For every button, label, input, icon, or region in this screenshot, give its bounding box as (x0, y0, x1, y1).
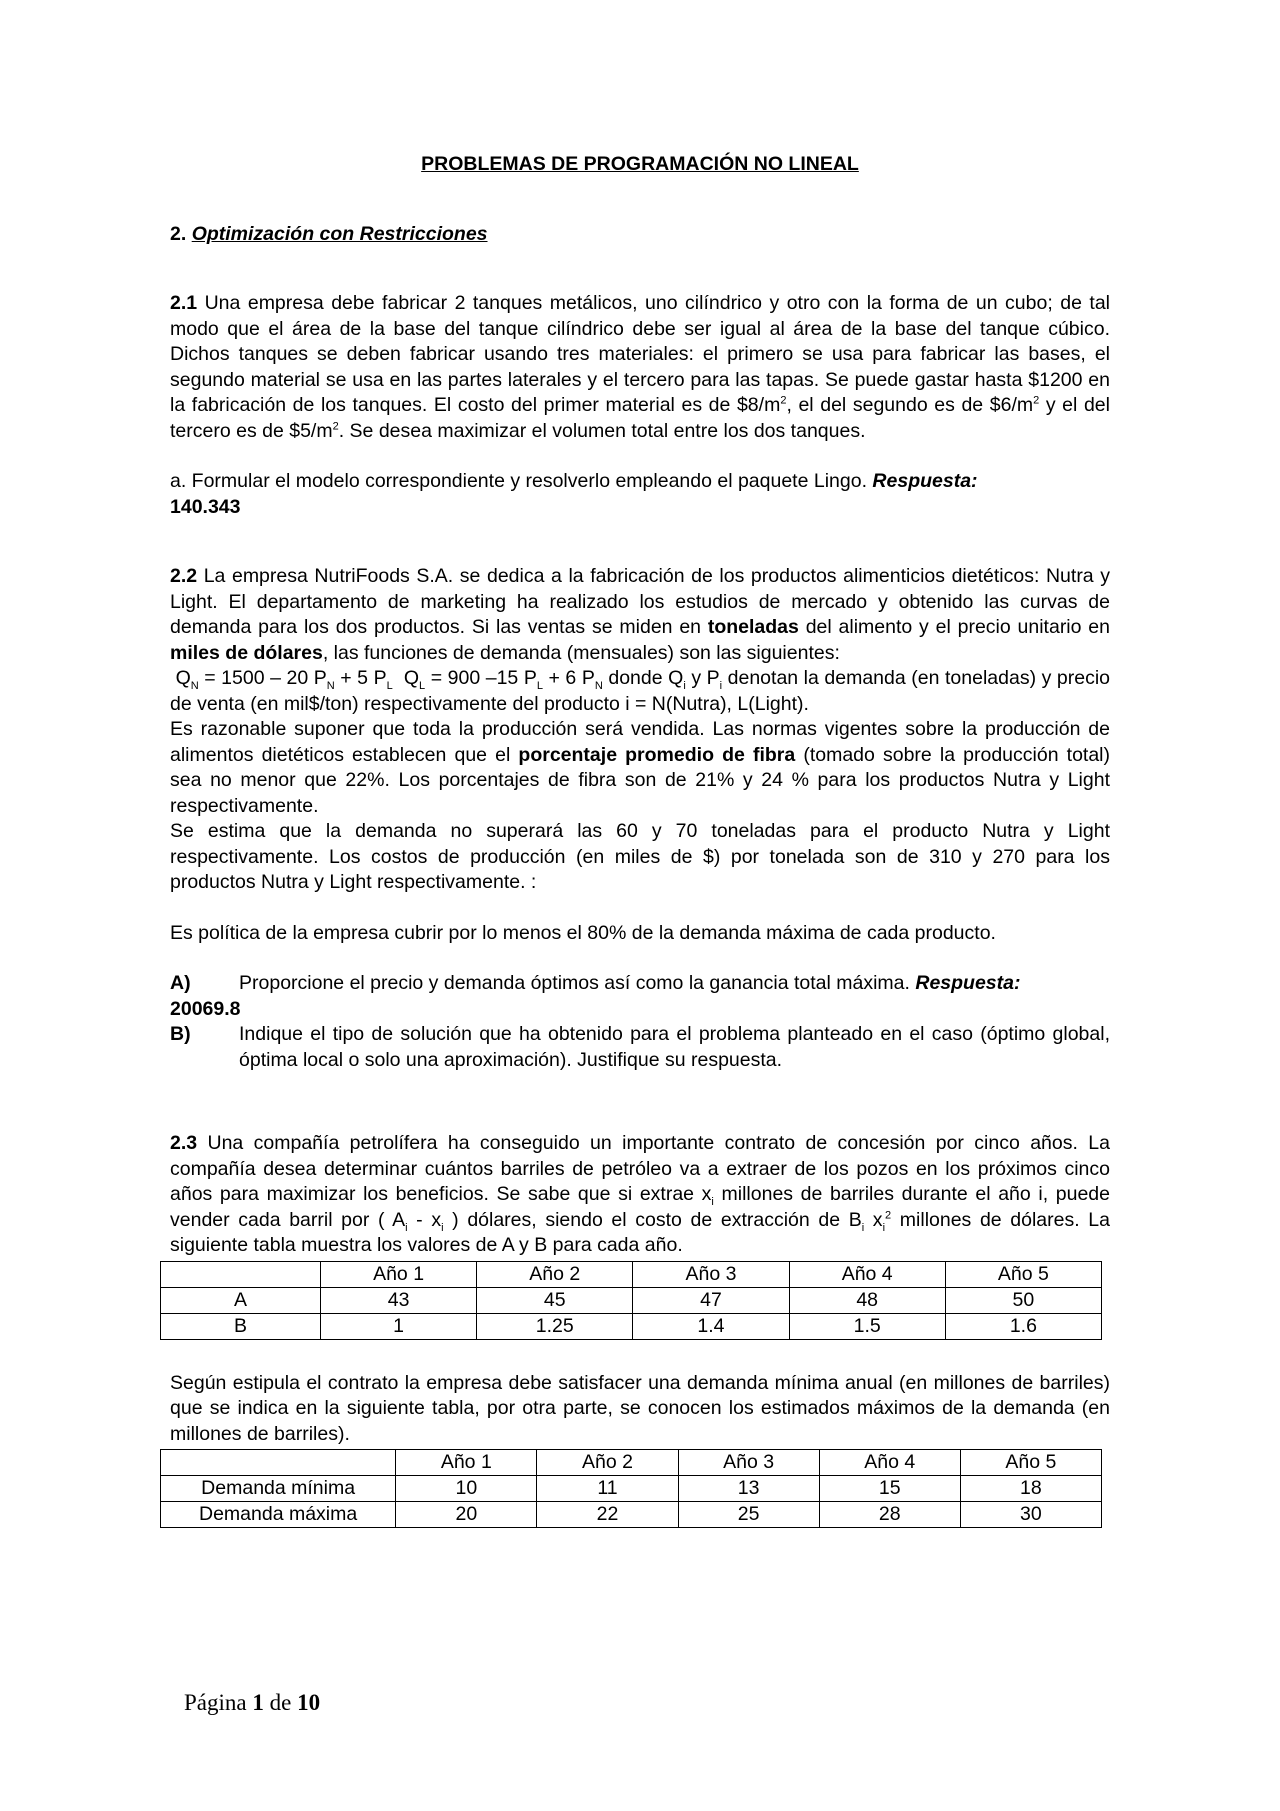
demand-equations: $Q_N = 1500 - 20$ $P_N + 5$ $P_L$ $Q_L = 900$ –15 $P_L + 6$ $P_N$ donde $Q_i$ y $P_i$ denotan la demanda (en toneladas) y precio de venta (en mil$/ton) respectivamente del producto i = N(Nutra), L(Light). (170, 667, 1111, 715)
question-A-answer: 20069.8 (170, 997, 241, 1020)
problem-2-1-question-a: a. Formular el modelo correspondiente y resolverlo empleando el paquete Lingo. Respuesta: 140.343 (170, 470, 978, 518)
problem-2-2-policy: Es política de la empresa cubrir por lo menos el 80% de la demanda máxima de cada producto. (170, 921, 996, 944)
problem-2-2: 2.2 La empresa NutriFoods S.A. se dedica a la fabricación de los productos alimenticios dietéticos: Nutra y Light. El departamento de marketing ha realizado los estudios de mercado y obtenido las curvas de demanda para los dos productos. Si las ventas se miden en toneladas del alimento y el precio unitario en miles de dólares, las funciones de demanda (mensuales) son las siguientes: (170, 565, 1110, 664)
table-header-row: Año 1 Año 2 Año 3 Año 4 Año 5 (161, 1261, 1102, 1287)
table-header-row: Año 1 Año 2 Año 3 Año 4 Año 5 (161, 1450, 1102, 1476)
table-row: A 43 45 47 48 50 (161, 1287, 1102, 1313)
problem-2-3: 2.3 Una compañía petrolífera ha conseguido un importante contrato de concesión por cinco años. La compañía desea determinar cuántos barriles de petróleo va a extraer de los pozos en los próximos cinco años para maximizar los beneficios. Se sabe que si extrae $x_i$ millones de barriles durante el año i, puede vender cada barril por ( $A_i - x_i$ ) dólares, siendo el costo de extracción de $B_i$ $x_i^2$ millones de dólares. La siguiente tabla muestra los valores de A y B para cada año. (170, 1132, 1110, 1256)
problem-2-2-costs: Se estima que la demanda no superará las 60 y 70 toneladas para el producto Nutra y Light respectivamente. Los costos de producción (en miles de $) por tonelada son de 310 y 270 para los productos Nutra y Light respectivamente. : (170, 820, 1110, 893)
table-row: B 1 1.25 1.4 1.5 1.6 (161, 1313, 1102, 1339)
problem-2-3-demand: Según estipula el contrato la empresa debe satisfacer una demanda mínima anual (en millones de barriles) que se indica en la siguiente tabla, por otra parte, se conocen los estimados máximos de la demanda (en millones de barriles). (170, 1371, 1110, 1445)
page-content (170, 152, 1110, 1528)
problem-2-1: 2.1 Una empresa debe fabricar 2 tanques metálicos, uno cilíndrico y otro con la forma de un cubo; de tal modo que el área de la base del tanque cilíndrico debe ser igual al área de la base del tanque cúbico. Dichos tanques se deben fabricar usando tres materiales: el primero se usa para fabricar las bases, el segundo material se usa en las partes laterales y el tercero para las tapas. Se puede gastar hasta $1200 en la fabricación de los tanques. El costo del primer material es de $\$8/m^2$, el del segundo es de $\$6/m^2$ y el del tercero es de $\$5/m^2$. Se desea maximizar el volumen total entre los dos tanques. (170, 292, 1110, 442)
table-demand (160, 1449, 1102, 1528)
question-B: B) Indique el tipo de solución que ha obtenido para el problema planteado en el caso (óptimo global, óptima local o solo una aproximación). Justifique su respuesta. (170, 1023, 1110, 1071)
table-a-b-values (160, 1261, 1102, 1340)
problem-2-2-fiber: Es razonable suponer que toda la producción será vendida. Las normas vigentes sobre la producción de alimentos dietéticos establecen que el porcentaje promedio de fibra (tomado sobre la producción total) sea no menor que 22%. Los porcentajes de fibra son de 21% y 24 % para los productos Nutra y Light respectivamente. (170, 718, 1111, 817)
table-row: Demanda máxima 20 22 25 28 30 (161, 1502, 1102, 1528)
question-A: A) Proporcione el precio y demanda óptimos así como la ganancia total máxima. Respuesta: (170, 972, 1021, 994)
page-title: PROBLEMAS DE PROGRAMACIÓN NO LINEAL (421, 153, 859, 175)
section-heading: 2. Optimización con Restricciones (170, 222, 488, 245)
page-footer: Página 1 de 10 (184, 1690, 321, 1715)
table-row: Demanda mínima 10 11 13 15 18 (161, 1476, 1102, 1502)
